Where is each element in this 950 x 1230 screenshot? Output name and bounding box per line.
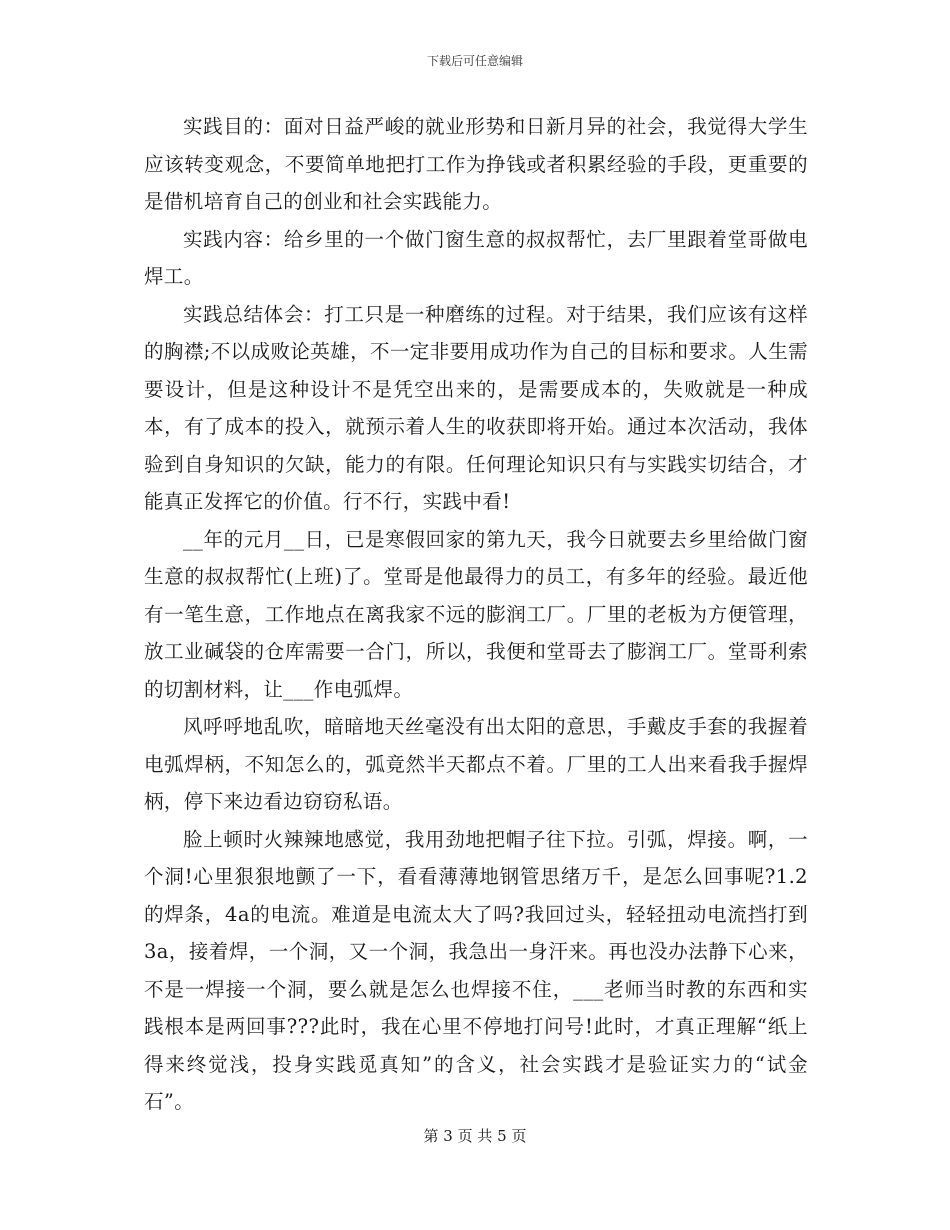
document-body xyxy=(144,108,808,1121)
paragraph-narrative-1: __年的元月__日，已是寒假回家的第九天，我今日就要去乡里给做门窗生意的叔叔帮忙(上班)了。堂哥是他最得力的员工，有多年的经验。最近他有一笔生意，工作地点在离我家不远的膨润工厂。厂里的老板为方便管理，放工业碱袋的仓库需要一合门，所以，我便和堂哥去了膨润工厂。堂哥利索的切割材料，让___作电弧焊。 xyxy=(144,527,808,701)
paragraph-narrative-3: 脸上顿时火辣辣地感觉，我用劲地把帽子往下拉。引弧，焊接。啊，一个洞!心里狠狠地颤了一下，看看薄薄地钢管思绪万千，是怎么回事呢?1.2的焊条，4a的电流。难道是电流太大了吗?我回过头，轻轻扭动电流挡打到3a，接着焊，一个洞，又一个洞，我急出一身汗来。再也没办法静下心来，不是一焊接一个洞，要么就是怎么也焊接不住，___老师当时教的东西和实践根本是两回事???此时，我在心里不停地打问号!此时，才真正理解“纸上得来终觉浅，投身实践觅真知”的含义，社会实践才是验证实力的“试金石”。 xyxy=(144,827,808,1113)
page-header: 下载后可任意编辑 xyxy=(426,54,523,68)
paragraph-narrative-2: 风呼呼地乱吹，暗暗地天丝毫没有出太阳的意思，手戴皮手套的我握着电弧焊柄，不知怎么的，弧竟然半天都点不着。厂里的工人出来看我手握焊柄，停下来边看边窃窃私语。 xyxy=(144,715,808,813)
paragraph-summary: 实践总结体会：打工只是一种磨练的过程。对于结果，我们应该有这样的胸襟;不以成败论英雄，不一定非要用成功作为自己的目标和要求。人生需要设计，但是这种设计不是凭空出来的，是需要成本的，失败就是一种成本，有了成本的投入，就预示着人生的收获即将开始。通过本次活动，我体验到自身知识的欠缺，能力的有限。任何理论知识只有与实践实切结合，才能真正发挥它的价值。行不行，实践中看! xyxy=(144,302,808,513)
page-footer: 第 3 页 共 5 页 xyxy=(423,1127,527,1145)
paragraph-content: 实践内容：给乡里的一个做门窗生意的叔叔帮忙，去厂里跟着堂哥做电焊工。 xyxy=(144,227,808,288)
paragraph-purpose: 实践目的：面对日益严峻的就业形势和日新月异的社会，我觉得大学生应该转变观念，不要简单地把打工作为挣钱或者积累经验的手段，更重要的是借机培育自己的创业和社会实践能力。 xyxy=(144,115,808,213)
